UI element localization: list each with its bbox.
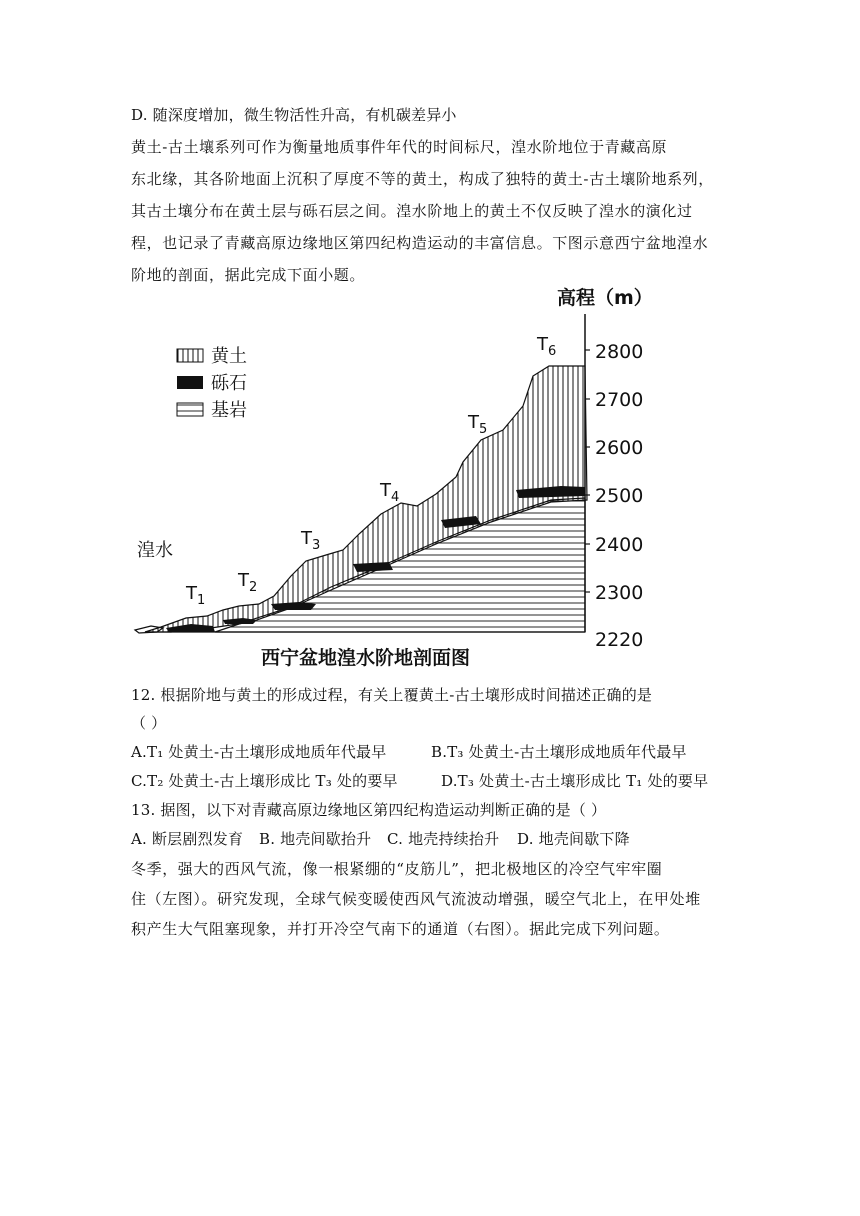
intro-line: 阶地的剖面，据此完成下面小题。 [131, 266, 366, 284]
y-tick-label: 2600 [595, 437, 644, 459]
y-tick-label: 2500 [595, 485, 644, 507]
legend [177, 346, 247, 421]
legend-swatch-bedrock [177, 403, 203, 416]
y-tick-label: 2300 [595, 582, 644, 604]
intro-line: 其古土壤分布在黄土层与砾石层之间。湟水阶地上的黄土不仅反映了湟水的演化过 [131, 202, 693, 220]
intro-line: 程，也记录了青藏高原边缘地区第四纪构造运动的丰富信息。下图示意西宁盆地湟水 [131, 234, 709, 252]
intro-line: 黄土-古土壤系列可作为衡量地质事件年代的时间标尺，湟水阶地位于青藏高原 [131, 138, 668, 156]
figure-caption: 西宁盆地湟水阶地剖面图 [261, 647, 471, 669]
option-a: A. 断层剧烈发育 [131, 830, 244, 848]
option-c: C. 地壳持续抬升 [387, 830, 500, 848]
y-tick-label: 2400 [595, 534, 644, 556]
options-row [131, 770, 708, 791]
legend-swatch-gravel [177, 376, 203, 389]
answer-paren: （ ） [131, 714, 167, 732]
question-stem: 12. 根据阶地与黄土的形成过程，有关上覆黄土-古土壤形成时间描述正确的是 [131, 686, 653, 704]
y-tick-label: 2800 [595, 341, 644, 363]
outro-line: 积产生大气阻塞现象，并打开冷空气南下的通道（右图）。据此完成下列问题。 [131, 920, 670, 938]
options-row [131, 741, 687, 762]
option-b: B. 地壳间歇抬升 [259, 830, 372, 848]
legend-label-bedrock: 基岩 [211, 400, 247, 421]
option-b: B.T₃ 处黄土-古土壤形成地质年代最早 [431, 743, 687, 761]
y-tick-label: 2220 [595, 629, 644, 651]
outro-line: 住（左图）。研究发现，全球气候变暖使西风气流波动增强，暖空气北上，在甲处堆 [131, 890, 701, 908]
outro-line: 冬季，强大的西风气流，像一根紧绷的“皮筋儿”，把北极地区的冷空气牢牢圈 [131, 860, 663, 878]
terrace-profile-figure [131, 282, 731, 672]
terrace-label-t3: $T_3$ [301, 528, 321, 553]
river-label: 湟水 [137, 540, 173, 561]
option-a: A.T₁ 处黄土-古土壤形成地质年代最早 [131, 743, 387, 761]
top-option: D. 随深度增加，微生物活性升高，有机碳差异小 [131, 106, 457, 124]
legend-label-loess: 黄土 [211, 346, 247, 367]
legend-swatch-loess [177, 349, 203, 362]
options-row [131, 828, 630, 849]
option-d: D. 地壳间歇下降 [517, 830, 630, 848]
question-stem: 13. 据图，以下对青藏高原边缘地区第四纪构造运动判断正确的是（ ） [131, 801, 607, 819]
terrace-label-t1: $T_1$ [186, 583, 206, 608]
option-d: D.T₃ 处黄土-古土壤形成比 T₁ 处的要早 [441, 772, 709, 790]
terrace-label-t6: $T_6$ [537, 334, 557, 359]
axis-title: 高程（m） [557, 287, 653, 309]
terrace-label-t2: $T_2$ [238, 570, 258, 595]
terrace-label-t4: $T_4$ [380, 480, 400, 505]
y-tick-label: 2700 [595, 389, 644, 411]
option-c: C.T₂ 处黄土-古上壤形成比 T₃ 处的要早 [131, 772, 398, 790]
intro-line: 东北缘，其各阶地面上沉积了厚度不等的黄土，构成了独特的黄土-古土壤阶地系列， [131, 170, 714, 188]
legend-label-gravel: 砾石 [211, 373, 247, 394]
terrace-label-t5: $T_5$ [468, 412, 488, 437]
